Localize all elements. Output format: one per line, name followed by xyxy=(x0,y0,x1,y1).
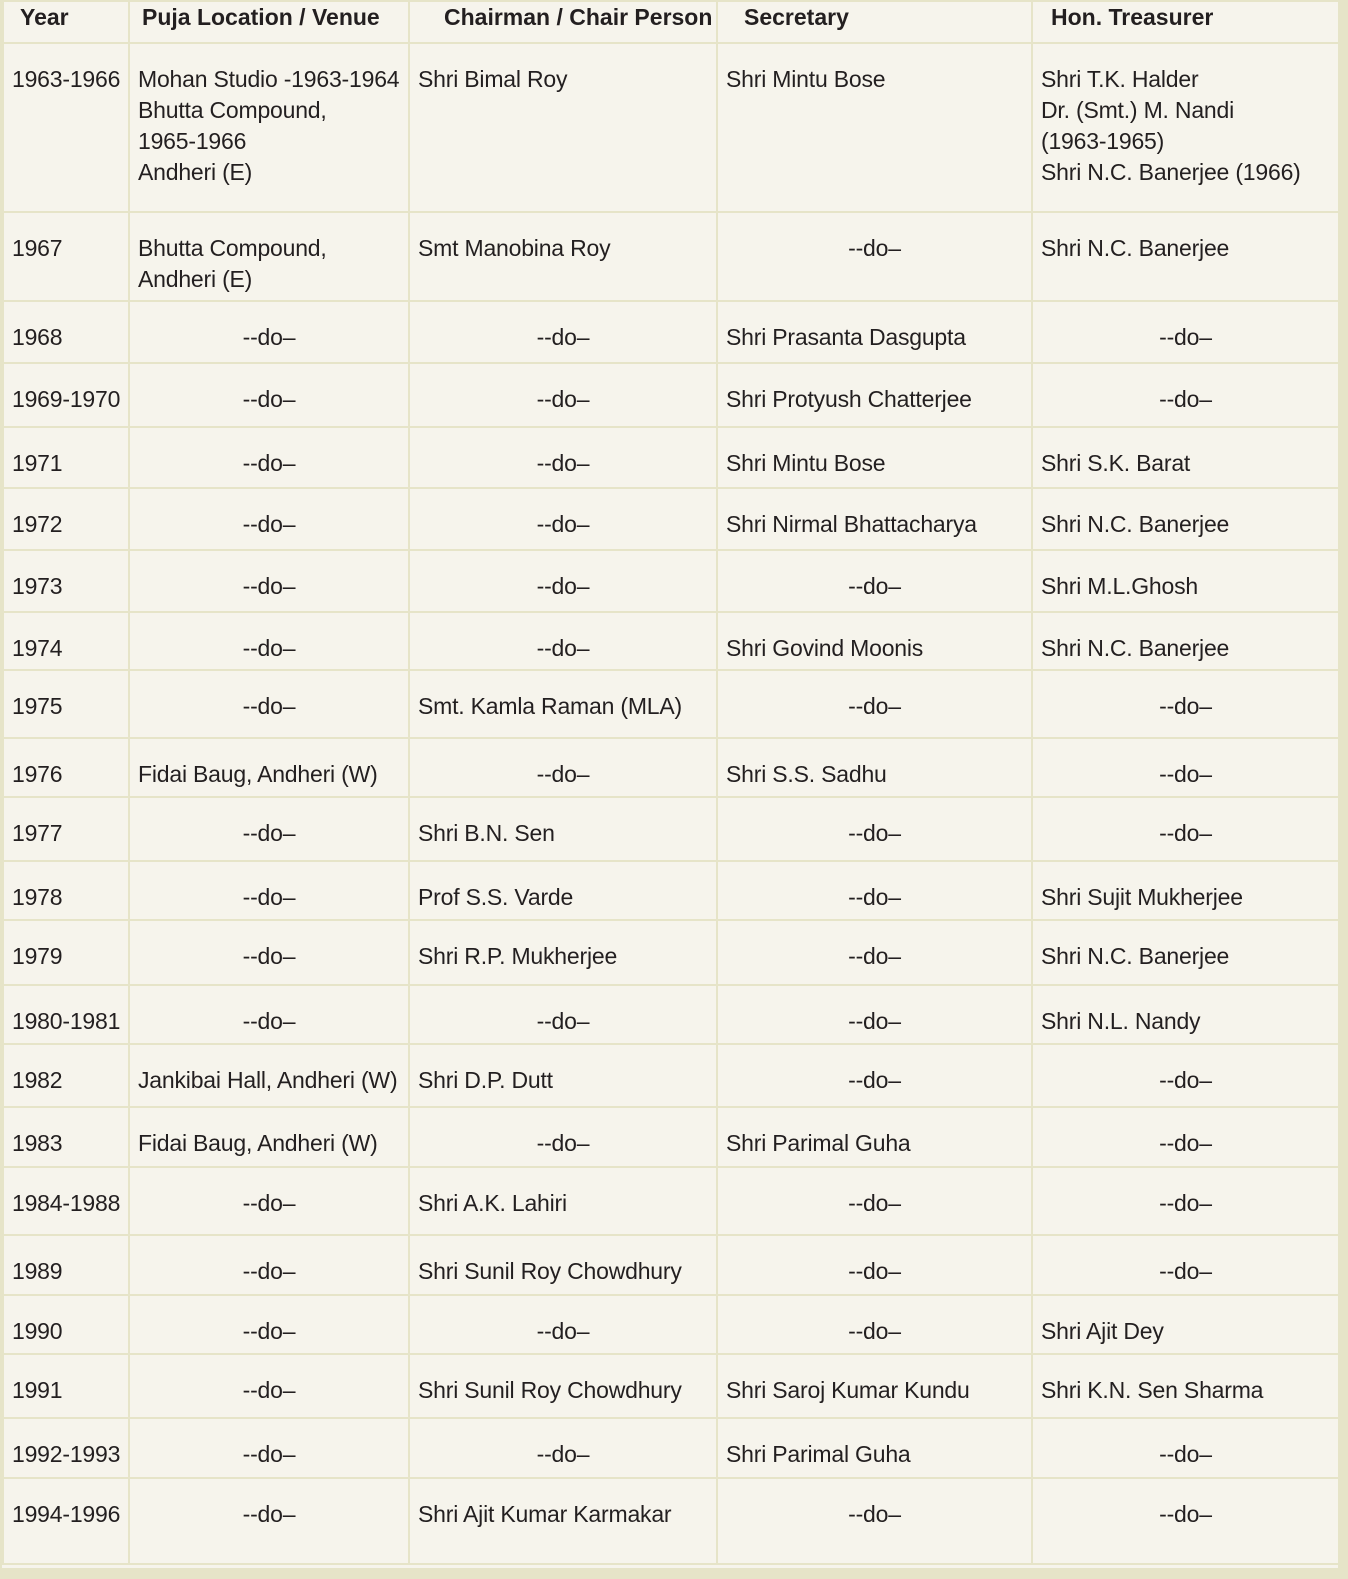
cell-venue xyxy=(129,670,409,738)
cell-chair: --do– xyxy=(409,301,717,363)
cell-venue xyxy=(129,1354,409,1418)
cell-venue-line: Fidai Baug, Andheri (W) xyxy=(138,761,378,787)
cell-treasurer xyxy=(1032,920,1339,985)
cell-treasurer-line: --do– xyxy=(1159,820,1212,846)
cell-venue-line: --do– xyxy=(242,884,296,910)
cell-chair: --do– xyxy=(409,612,717,670)
cell-venue xyxy=(129,427,409,488)
table-row xyxy=(3,550,1339,612)
cell-secretary: Shri Saroj Kumar Kundu xyxy=(717,1354,1032,1418)
cell-chair: --do– xyxy=(409,427,717,488)
cell-year: 1982 xyxy=(3,1044,129,1107)
cell-treasurer xyxy=(1032,797,1339,861)
cell-treasurer-line: (1963-1965) xyxy=(1041,128,1165,154)
cell-chair: --do– xyxy=(409,363,717,427)
cell-treasurer-line: --do– xyxy=(1159,693,1212,719)
header-treasurer: Hon. Treasurer xyxy=(1032,1,1339,43)
cell-year: 1971 xyxy=(3,427,129,488)
cell-chair: --do– xyxy=(409,1107,717,1167)
cell-treasurer-line: --do– xyxy=(1159,386,1212,412)
table-row xyxy=(3,1107,1339,1167)
cell-venue xyxy=(129,1295,409,1354)
cell-treasurer xyxy=(1032,985,1339,1044)
cell-secretary: Shri Parimal Guha xyxy=(717,1418,1032,1478)
header-chair: Chairman / Chair Person xyxy=(409,1,717,43)
cell-treasurer xyxy=(1032,550,1339,612)
cell-treasurer-line: --do– xyxy=(1159,1501,1212,1527)
cell-venue-line: --do– xyxy=(242,573,296,599)
cell-venue xyxy=(129,985,409,1044)
cell-treasurer xyxy=(1032,1478,1339,1564)
table-row xyxy=(3,301,1339,363)
table-row xyxy=(3,1354,1339,1418)
table-row xyxy=(3,1044,1339,1107)
cell-venue xyxy=(129,797,409,861)
cell-venue-line: --do– xyxy=(242,1377,296,1403)
cell-secretary: --do– xyxy=(717,1044,1032,1107)
cell-secretary: Shri Parimal Guha xyxy=(717,1107,1032,1167)
cell-secretary: --do– xyxy=(717,861,1032,920)
table-row xyxy=(3,1235,1339,1295)
cell-year: 1974 xyxy=(3,612,129,670)
cell-treasurer-line: Shri N.C. Banerjee xyxy=(1041,635,1230,661)
cell-treasurer xyxy=(1032,43,1339,212)
cell-treasurer-line: Shri Ajit Dey xyxy=(1041,1318,1164,1344)
cell-secretary: Shri Prasanta Dasgupta xyxy=(717,301,1032,363)
header-secretary: Secretary xyxy=(717,1,1032,43)
cell-chair: Smt Manobina Roy xyxy=(409,212,717,301)
cell-venue-line: Jankibai Hall, Andheri (W) xyxy=(138,1067,398,1093)
cell-treasurer xyxy=(1032,488,1339,550)
cell-treasurer xyxy=(1032,861,1339,920)
cell-treasurer xyxy=(1032,1107,1339,1167)
cell-chair: --do– xyxy=(409,1295,717,1354)
cell-chair: --do– xyxy=(409,738,717,797)
table-row xyxy=(3,861,1339,920)
cell-year: 1963-1966 xyxy=(3,43,129,212)
cell-chair: Shri B.N. Sen xyxy=(409,797,717,861)
table-row xyxy=(3,1295,1339,1354)
table-body xyxy=(3,43,1339,1564)
table-row xyxy=(3,985,1339,1044)
cell-secretary: Shri Mintu Bose xyxy=(717,427,1032,488)
cell-year: 1967 xyxy=(3,212,129,301)
cell-treasurer-line: --do– xyxy=(1159,1441,1212,1467)
cell-venue-line: --do– xyxy=(242,386,296,412)
table-row xyxy=(3,488,1339,550)
cell-year: 1984-1988 xyxy=(3,1167,129,1235)
cell-secretary: Shri Mintu Bose xyxy=(717,43,1032,212)
table-row xyxy=(3,1478,1339,1564)
cell-secretary: Shri Nirmal Bhattacharya xyxy=(717,488,1032,550)
cell-venue-line: Bhutta Compound, xyxy=(138,97,327,123)
cell-venue xyxy=(129,1235,409,1295)
cell-year: 1994-1996 xyxy=(3,1478,129,1564)
cell-chair: Shri D.P. Dutt xyxy=(409,1044,717,1107)
cell-treasurer xyxy=(1032,301,1339,363)
table-row xyxy=(3,670,1339,738)
cell-year: 1980-1981 xyxy=(3,985,129,1044)
cell-venue xyxy=(129,301,409,363)
cell-venue xyxy=(129,43,409,212)
cell-treasurer xyxy=(1032,1354,1339,1418)
cell-chair: --do– xyxy=(409,985,717,1044)
cell-secretary: --do– xyxy=(717,212,1032,301)
cell-secretary: Shri Govind Moonis xyxy=(717,612,1032,670)
table-row xyxy=(3,738,1339,797)
cell-year: 1977 xyxy=(3,797,129,861)
cell-chair: Smt. Kamla Raman (MLA) xyxy=(409,670,717,738)
cell-treasurer-line: Shri N.C. Banerjee xyxy=(1041,943,1230,969)
cell-treasurer-line: --do– xyxy=(1159,1130,1212,1156)
office-bearers-sheet xyxy=(2,0,1338,1568)
cell-venue-line: --do– xyxy=(242,324,296,350)
cell-venue xyxy=(129,1418,409,1478)
cell-treasurer-line: --do– xyxy=(1159,761,1212,787)
cell-treasurer-line: Shri S.K. Barat xyxy=(1041,450,1191,476)
cell-chair: Shri Ajit Kumar Karmakar xyxy=(409,1478,717,1564)
cell-secretary: --do– xyxy=(717,670,1032,738)
cell-secretary: Shri S.S. Sadhu xyxy=(717,738,1032,797)
cell-treasurer xyxy=(1032,612,1339,670)
cell-venue-line: Fidai Baug, Andheri (W) xyxy=(138,1130,378,1156)
cell-treasurer xyxy=(1032,427,1339,488)
cell-chair: --do– xyxy=(409,1418,717,1478)
cell-secretary: --do– xyxy=(717,985,1032,1044)
cell-treasurer xyxy=(1032,1418,1339,1478)
cell-venue-line: Andheri (E) xyxy=(138,266,253,292)
cell-venue xyxy=(129,363,409,427)
cell-secretary: --do– xyxy=(717,797,1032,861)
cell-venue xyxy=(129,488,409,550)
cell-treasurer-line: --do– xyxy=(1159,1190,1212,1216)
cell-treasurer xyxy=(1032,212,1339,301)
header-venue: Puja Location / Venue xyxy=(129,1,409,43)
cell-venue xyxy=(129,738,409,797)
cell-venue-line: --do– xyxy=(242,511,296,537)
cell-treasurer-line: Shri N.L. Nandy xyxy=(1041,1008,1201,1034)
cell-venue-line: Andheri (E) xyxy=(138,159,253,185)
table-row xyxy=(3,363,1339,427)
cell-treasurer-line: Shri M.L.Ghosh xyxy=(1041,573,1198,599)
cell-treasurer-line: --do– xyxy=(1159,1258,1212,1284)
cell-treasurer-line: --do– xyxy=(1159,1067,1212,1093)
cell-treasurer xyxy=(1032,1167,1339,1235)
table-row xyxy=(3,212,1339,301)
cell-venue-line: Bhutta Compound, xyxy=(138,235,327,261)
cell-venue-line: --do– xyxy=(242,1258,296,1284)
cell-venue-line: --do– xyxy=(242,943,296,969)
cell-venue xyxy=(129,212,409,301)
cell-year: 1976 xyxy=(3,738,129,797)
cell-treasurer-line: --do– xyxy=(1159,324,1212,350)
cell-venue xyxy=(129,1044,409,1107)
cell-venue-line: --do– xyxy=(242,1318,296,1344)
cell-chair: Shri Sunil Roy Chowdhury xyxy=(409,1235,717,1295)
cell-treasurer xyxy=(1032,1295,1339,1354)
cell-venue-line: --do– xyxy=(242,1501,296,1527)
cell-year: 1972 xyxy=(3,488,129,550)
table-row xyxy=(3,1167,1339,1235)
cell-year: 1990 xyxy=(3,1295,129,1354)
cell-treasurer-line: Shri N.C. Banerjee (1966) xyxy=(1041,159,1301,185)
cell-chair: Shri A.K. Lahiri xyxy=(409,1167,717,1235)
office-bearers-table xyxy=(2,0,1340,1565)
cell-year: 1983 xyxy=(3,1107,129,1167)
cell-treasurer-line: Shri K.N. Sen Sharma xyxy=(1041,1377,1264,1403)
table-row xyxy=(3,920,1339,985)
cell-venue xyxy=(129,1167,409,1235)
cell-treasurer-line: Shri N.C. Banerjee xyxy=(1041,511,1230,537)
cell-venue-line: --do– xyxy=(242,820,296,846)
table-row xyxy=(3,43,1339,212)
cell-secretary: --do– xyxy=(717,1478,1032,1564)
cell-venue-line: Mohan Studio -1963-1964 xyxy=(138,66,400,92)
cell-secretary: --do– xyxy=(717,1235,1032,1295)
cell-treasurer-line: Dr. (Smt.) M. Nandi xyxy=(1041,97,1235,123)
cell-venue-line: --do– xyxy=(242,693,296,719)
cell-venue-line: --do– xyxy=(242,635,296,661)
cell-venue xyxy=(129,550,409,612)
cell-chair: Prof S.S. Varde xyxy=(409,861,717,920)
table-row xyxy=(3,797,1339,861)
cell-year: 1991 xyxy=(3,1354,129,1418)
cell-chair: Shri R.P. Mukherjee xyxy=(409,920,717,985)
cell-year: 1973 xyxy=(3,550,129,612)
cell-venue-line: --do– xyxy=(242,1008,296,1034)
cell-venue xyxy=(129,612,409,670)
table-row xyxy=(3,1418,1339,1478)
cell-secretary: Shri Protyush Chatterjee xyxy=(717,363,1032,427)
cell-secretary: --do– xyxy=(717,920,1032,985)
cell-year: 1978 xyxy=(3,861,129,920)
cell-treasurer-line: Shri T.K. Halder xyxy=(1041,66,1199,92)
cell-year: 1992-1993 xyxy=(3,1418,129,1478)
cell-venue-line: --do– xyxy=(242,1441,296,1467)
cell-year: 1975 xyxy=(3,670,129,738)
cell-treasurer xyxy=(1032,670,1339,738)
table-row xyxy=(3,427,1339,488)
cell-secretary: --do– xyxy=(717,550,1032,612)
cell-year: 1979 xyxy=(3,920,129,985)
cell-year: 1968 xyxy=(3,301,129,363)
cell-year: 1989 xyxy=(3,1235,129,1295)
cell-treasurer xyxy=(1032,738,1339,797)
cell-chair: --do– xyxy=(409,488,717,550)
cell-secretary: --do– xyxy=(717,1295,1032,1354)
cell-venue-line: --do– xyxy=(242,1190,296,1216)
header-year: Year xyxy=(3,1,129,43)
cell-treasurer xyxy=(1032,363,1339,427)
cell-treasurer xyxy=(1032,1044,1339,1107)
cell-chair: Shri Bimal Roy xyxy=(409,43,717,212)
header-row xyxy=(3,1,1339,43)
cell-venue xyxy=(129,1478,409,1564)
cell-chair: --do– xyxy=(409,550,717,612)
cell-treasurer-line: Shri Sujit Mukherjee xyxy=(1041,884,1243,910)
cell-venue-line: --do– xyxy=(242,450,296,476)
cell-venue xyxy=(129,920,409,985)
cell-venue xyxy=(129,861,409,920)
cell-venue-line: 1965-1966 xyxy=(138,128,247,154)
table-row xyxy=(3,612,1339,670)
cell-chair: Shri Sunil Roy Chowdhury xyxy=(409,1354,717,1418)
cell-treasurer-line: Shri N.C. Banerjee xyxy=(1041,235,1230,261)
cell-treasurer xyxy=(1032,1235,1339,1295)
cell-year: 1969-1970 xyxy=(3,363,129,427)
cell-secretary: --do– xyxy=(717,1167,1032,1235)
cell-venue xyxy=(129,1107,409,1167)
